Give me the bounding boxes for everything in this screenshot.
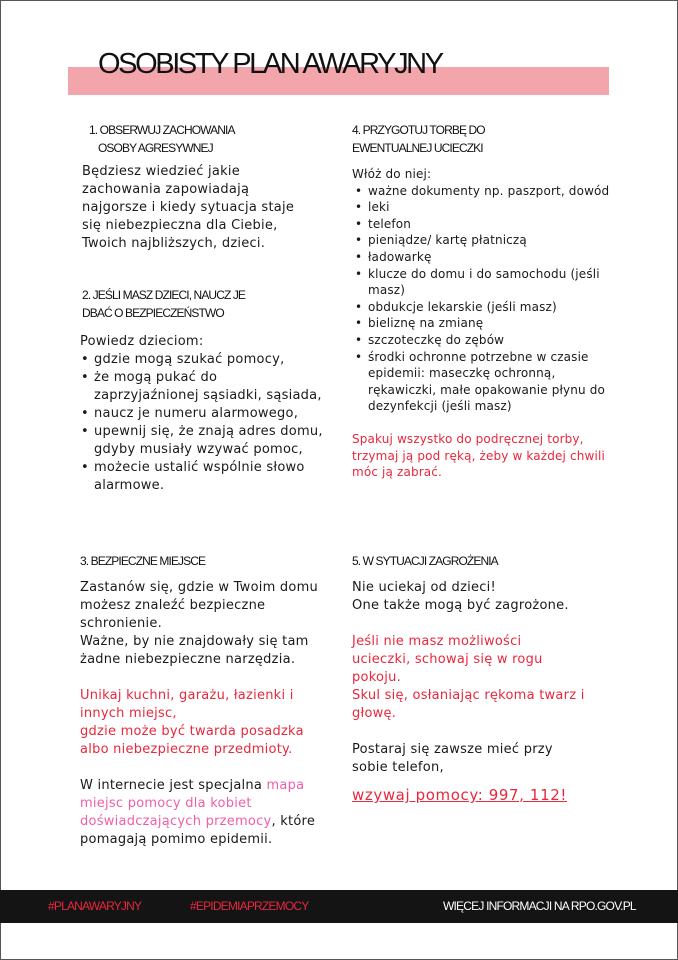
section-3-body xyxy=(80,579,325,849)
list-item: • klucze do domu i do samochodu (jeśli masz) xyxy=(354,266,612,299)
section-3-p1: Zastanów się, gdzie w Twoim domu możesz znaleźć bezpieczne schronienie. xyxy=(80,580,319,631)
list-item: • telefon xyxy=(354,216,612,233)
section-4-body xyxy=(352,166,612,481)
section-2-heading-line1: 2. JEŚLI MASZ DZIECI, NAUCZ JE xyxy=(82,288,246,302)
section-1-heading-line1: 1. OBSERWUJ ZACHOWANIA xyxy=(89,123,235,137)
section-2-heading-line2: DBAĆ O BEZPIECZEŃSTWO xyxy=(82,306,224,320)
section-1-heading xyxy=(89,121,235,157)
list-item: • możecie ustalić wspólnie słowo alarmowe. xyxy=(80,459,325,495)
section-5-heading: 5. W SYTUACJI ZAGROŻENIA xyxy=(352,554,498,568)
section-5-warning-2: Skul się, osłaniając rękoma twarz i głowę. xyxy=(352,688,585,721)
section-4-heading xyxy=(352,121,485,157)
children-tips-list xyxy=(80,351,325,495)
section-3-p3-end: , które pomagają pomimo epidemii. xyxy=(80,814,316,847)
more-info-link[interactable]: WIĘCEJ INFORMACJI NA RPO.GOV.PL xyxy=(443,899,636,913)
section-2-body xyxy=(80,333,325,495)
section-2-heading xyxy=(82,286,245,322)
help-map-link[interactable]: mapa miejsc pomocy dla kobiet doświadczających przemocy xyxy=(80,778,305,829)
section-5-warning-1: Jeśli nie masz możliwości ucieczki, schowaj się w rogu pokoju. xyxy=(352,634,543,685)
section-5-p2: Postaraj się zawsze mieć przy sobie telefon, xyxy=(352,742,553,775)
list-item: • ważne dokumenty np. paszport, dowód xyxy=(354,183,612,200)
section-1-body: Będziesz wiedzieć jakie zachowania zapowiadają najgorsze i kiedy sytuacja staje się niebezpieczna dla Ciebie, Twoich najbliższych, dzieci. xyxy=(82,164,295,251)
bag-items-list xyxy=(354,183,612,415)
list-item: • szczoteczkę do zębów xyxy=(354,332,612,349)
emergency-numbers-cta[interactable]: wzywaj pomocy: 997, 112! xyxy=(352,786,567,804)
section-4-heading-line2: EWENTUALNEJ UCIECZKI xyxy=(352,141,483,155)
hashtag-plan[interactable]: #PLANAWARYJNY xyxy=(48,899,142,913)
list-item: • że mogą pukać do zaprzyjaźnionej sąsiadki, sąsiada, xyxy=(80,369,325,405)
section-4-heading-line1: 4. PRZYGOTUJ TORBĘ DO xyxy=(352,123,485,137)
hashtag-epidemic[interactable]: #EPIDEMIAPRZEMOCY xyxy=(190,899,309,913)
list-item: • naucz je numeru alarmowego, xyxy=(80,405,325,423)
section-3-p3 xyxy=(80,777,325,849)
section-3-p3-start: W internecie jest specjalna xyxy=(80,778,267,793)
section-4-intro: Włóż do niej: xyxy=(352,167,432,181)
section-3-warning-1: Unikaj kuchni, garażu, łazienki i innych miejsc, xyxy=(80,688,294,721)
list-item: • upewnij się, że znają adres domu, gdyby musiały wzywać pomoc, xyxy=(80,423,325,459)
section-3-warning-2: gdzie może być twarda posadzka albo niebezpieczne przedmioty. xyxy=(80,724,304,757)
list-item: • środki ochronne potrzebne w czasie epidemii: maseczkę ochronną, rękawiczki, małe opakowanie płynu do dezynfekcji (jeśli masz) xyxy=(354,349,612,415)
list-item: • gdzie mogą szukać pomocy, xyxy=(80,351,325,369)
section-5-p1b: One także mogą być zagrożone. xyxy=(352,598,569,613)
list-item: • ładowarkę xyxy=(354,249,612,266)
section-3-p2: Ważne, by nie znajdowały się tam żadne niebezpieczne narzędzia. xyxy=(80,634,309,667)
section-4-warning: Spakuj wszystko do podręcznej torby, trzymaj ją pod ręką, żeby w każdej chwili móc ją zabrać. xyxy=(352,431,605,480)
section-3-heading: 3. BEZPIECZNE MIEJSCE xyxy=(80,554,206,568)
footer-bar xyxy=(0,890,678,923)
section-5-body xyxy=(352,579,597,777)
list-item: • pieniądze/ kartę płatniczą xyxy=(354,232,612,249)
section-5-p1a: Nie uciekaj od dzieci! xyxy=(352,580,496,595)
page-title: OSOBISTY PLAN AWARYJNY xyxy=(98,48,442,80)
list-item: • leki xyxy=(354,199,612,216)
section-2-intro: Powiedz dzieciom: xyxy=(80,334,204,349)
section-1-heading-line2: OSOBY AGRESYWNEJ xyxy=(98,141,213,155)
list-item: • obdukcje lekarskie (jeśli masz) xyxy=(354,299,612,316)
list-item: • bieliznę na zmianę xyxy=(354,315,612,332)
